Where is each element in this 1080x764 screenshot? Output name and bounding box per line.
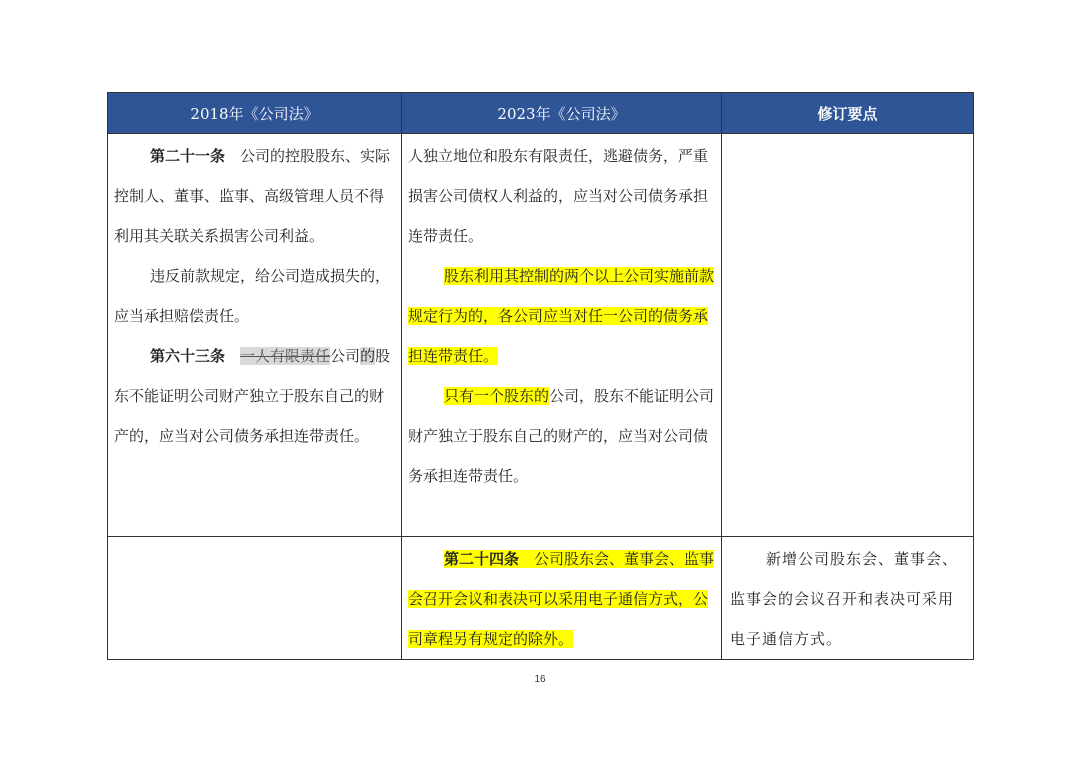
article-63-old: 第六十三条 一人有限责任公司的股东不能证明公司财产独立于股东自己的财产的，应当对公司债务承担连带责任。 — [114, 347, 391, 445]
cell-2018 — [108, 134, 402, 537]
cell-2018 — [108, 537, 402, 660]
article-23-new-para1: 人独立地位和股东有限责任，逃避债务，严重损害公司债权人利益的，应当对公司债务承担连带责任。 — [408, 147, 709, 245]
table-row — [108, 134, 974, 537]
cell-notes — [722, 134, 974, 537]
changed-text: 的 — [360, 347, 376, 365]
page-number: 16 — [534, 674, 546, 685]
article-24-new — [408, 539, 715, 659]
revision-note: 新增公司股东会、董事会、监事会的会议召开和表决可采用电子通信方式。 — [730, 550, 959, 648]
header-row — [108, 93, 974, 134]
article-21-old: 第二十一条 公司的控股股东、实际控制人、董事、监事、高级管理人员不得利用其关联关系损害公司利益。 — [114, 147, 391, 245]
article-21-old-para2: 违反前款规定，给公司造成损失的，应当承担赔偿责任。 — [114, 267, 391, 325]
header-2023: 2023年《公司法》 — [402, 93, 722, 134]
highlighted-text: 只有一个股东的 — [444, 387, 550, 405]
highlighted-text: 股东利用其控制的两个以上公司实施前款规定行为的，各公司应当对任一公司的债务承担连带责任。 — [408, 267, 715, 365]
header-2018: 2018年《公司法》 — [108, 93, 402, 134]
article-label: 第二十一条 — [150, 147, 226, 165]
cell-2023 — [402, 537, 722, 660]
cell-2023 — [402, 134, 722, 537]
deleted-text: 一人有限责任 — [240, 347, 331, 365]
highlighted-text: 公司股东会、董事会、监事会召开会议和表决可以采用电子通信方式，公司章程另有规定的除外。 — [408, 550, 715, 648]
header-notes: 修订要点 — [722, 93, 974, 134]
article-label: 第六十三条 — [150, 347, 226, 365]
comparison-table — [107, 92, 974, 660]
article-label: 第二十四条 — [444, 550, 520, 568]
article-23-new-para2 — [408, 256, 715, 376]
cell-notes — [722, 537, 974, 660]
article-23-new-para3: 只有一个股东的公司，股东不能证明公司财产独立于股东自己的财产的，应当对公司债务承担连带责任。 — [408, 387, 715, 485]
table-row — [108, 537, 974, 660]
